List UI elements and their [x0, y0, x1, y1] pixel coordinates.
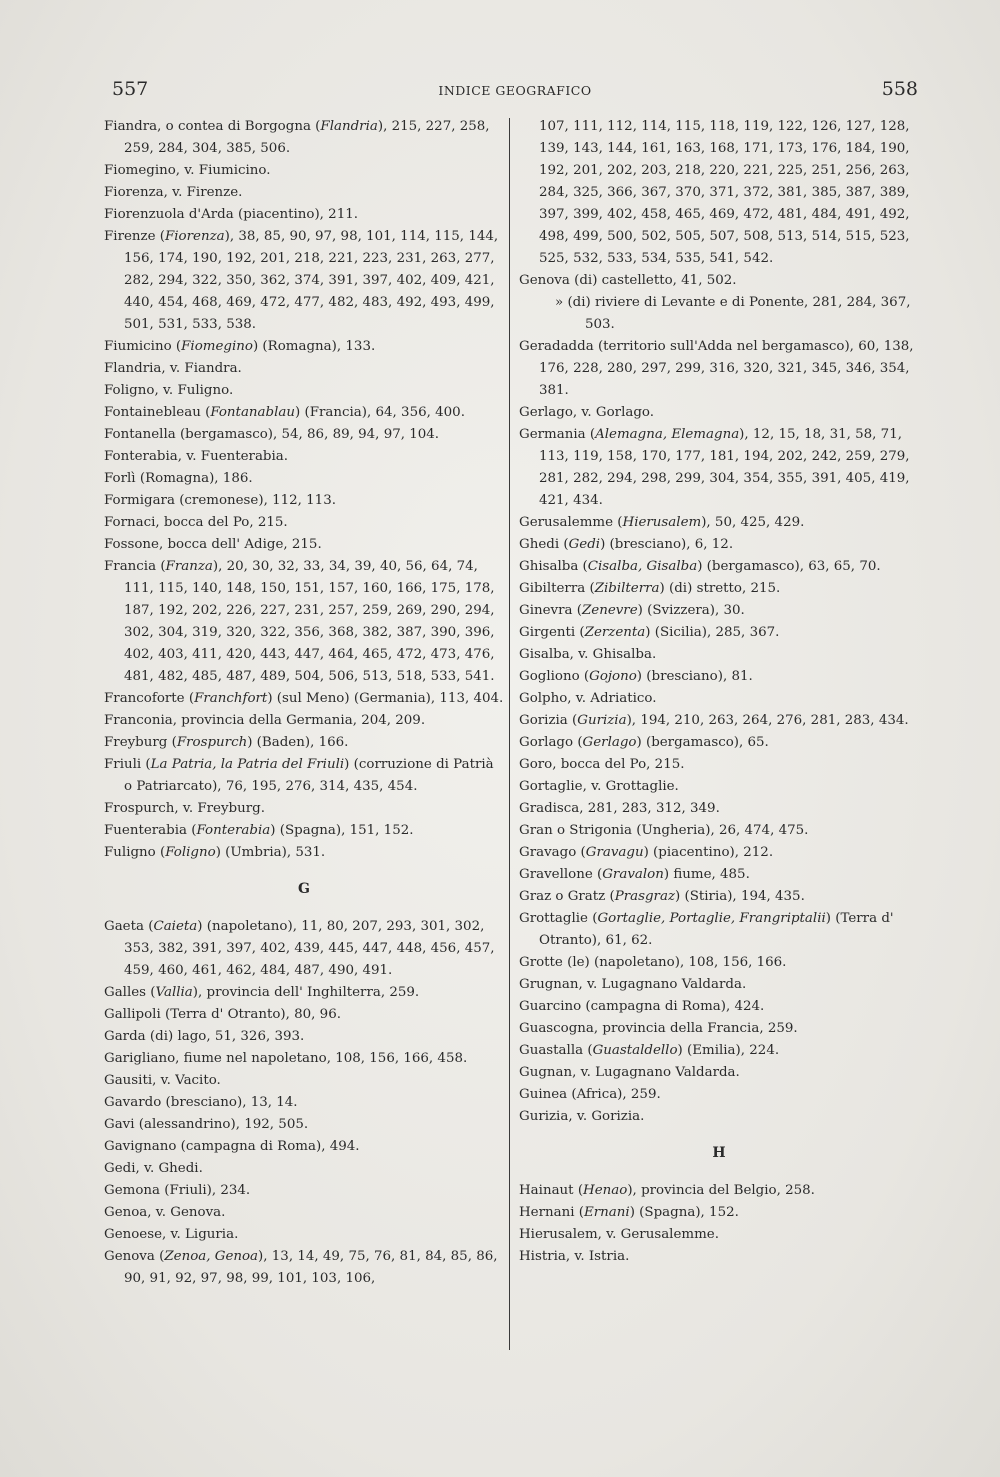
index-entry — [519, 842, 919, 864]
entry-references: ) (bergamasco), 63, 65, 70. — [697, 559, 881, 574]
index-entry — [519, 820, 919, 842]
entry-variant-name: Gedi — [568, 537, 601, 552]
index-entry — [104, 424, 504, 446]
entry-variant-name: Cisalba, Gisalba — [587, 559, 698, 574]
entry-references: ) (napoletano), 11, 80, 207, 293, 301, 302, 353, 382, 391, 397, 402, 439, 445, 447, 448, 456, 457, 459, 460, 461, 462, 484, 487, 490, 491. — [124, 919, 495, 978]
entry-variant-name: Alemagna, Elemagna — [595, 427, 740, 442]
entry-text: Garda (di) lago, 51, 326, 393. — [104, 1029, 305, 1044]
index-entry — [104, 380, 504, 402]
index-entry — [104, 116, 504, 160]
entry-variant-name: Zerzenta — [584, 625, 646, 640]
index-entry — [104, 336, 504, 358]
entry-references: ) (Romagna), 133. — [252, 339, 376, 354]
entry-text: Golpho, v. Adriatico. — [519, 691, 657, 706]
index-entry — [104, 1026, 504, 1048]
entry-text: Fiorenzuola d'Arda (piacentino), 211. — [104, 207, 358, 222]
index-entry — [104, 732, 504, 754]
entry-references: ) (Terra d' Otranto), 61, 62. — [539, 911, 894, 948]
index-entry — [519, 1084, 919, 1106]
entry-references: ) (di) stretto, 215. — [659, 581, 781, 596]
entry-references: ) (piacentino), 212. — [643, 845, 774, 860]
index-entry — [519, 1106, 919, 1128]
entry-text: Ghedi ( — [519, 537, 569, 552]
entry-references: ), provincia dell' Inghilterra, 259. — [192, 985, 420, 1000]
index-entry — [104, 688, 504, 710]
index-entry — [519, 952, 919, 974]
entry-text: Guastalla ( — [519, 1043, 593, 1058]
entry-text: Gorizia ( — [519, 713, 578, 728]
entry-variant-name: Zibilterra — [594, 581, 660, 596]
index-entry — [519, 1062, 919, 1084]
entry-variant-name: Fontanablau — [210, 405, 295, 420]
entry-text: Fossone, bocca dell' Adige, 215. — [104, 537, 322, 552]
index-entry — [519, 710, 919, 732]
entry-references: ), 13, 14, 49, 75, 76, 81, 84, 85, 86, 90, 91, 92, 97, 98, 99, 101, 103, 106, — [124, 1249, 498, 1286]
entry-text: Gerlago, v. Gorlago. — [519, 405, 655, 420]
entry-text: Gavi (alessandrino), 192, 505. — [104, 1117, 309, 1132]
page-number-left: 557 — [112, 78, 149, 100]
index-entry — [104, 754, 504, 798]
index-entry — [104, 226, 504, 336]
index-entry — [519, 270, 919, 292]
entry-text: Friuli ( — [104, 757, 151, 772]
index-entry — [519, 974, 919, 996]
entry-variant-name: La Patria, la Patria del Friuli — [150, 757, 345, 772]
entry-text: » (di) riviere di Levante e di Ponente, 281, 284, 367, 503. — [555, 295, 911, 332]
entry-text: Hierusalem, v. Gerusalemme. — [519, 1227, 719, 1242]
index-entry — [104, 1114, 504, 1136]
page-number-right: 558 — [881, 78, 918, 100]
entry-text: Fuenterabia ( — [104, 823, 197, 838]
index-entry — [104, 1158, 504, 1180]
entry-text: Francoforte ( — [104, 691, 195, 706]
index-entry — [104, 490, 504, 512]
index-entry — [104, 468, 504, 490]
entry-text: Fuligno ( — [104, 845, 166, 860]
left-entries-g — [104, 916, 504, 1290]
index-entry — [104, 1180, 504, 1202]
right-entries — [519, 116, 919, 1128]
index-entry — [519, 556, 919, 578]
entry-variant-name: Zenoa, Genoa — [164, 1249, 259, 1264]
index-entry — [104, 1202, 504, 1224]
entry-text: Gibilterra ( — [519, 581, 595, 596]
index-entry — [104, 1048, 504, 1070]
entry-references: ) (Svizzera), 30. — [637, 603, 745, 618]
entry-references: ), 194, 210, 263, 264, 276, 281, 283, 434. — [626, 713, 909, 728]
index-entry — [519, 1018, 919, 1040]
entry-text: Gisalba, v. Ghisalba. — [519, 647, 657, 662]
entry-text: Gaeta ( — [104, 919, 154, 934]
index-entry — [104, 160, 504, 182]
entry-text: Fontainebleau ( — [104, 405, 211, 420]
entry-text: Grotte (le) (napoletano), 108, 156, 166. — [519, 955, 787, 970]
left-entries — [104, 116, 504, 864]
column-divider — [509, 118, 510, 1350]
entry-text: Guarcino (campagna di Roma), 424. — [519, 999, 765, 1014]
entry-text: Freyburg ( — [104, 735, 177, 750]
entry-text: Flandria, v. Fiandra. — [104, 361, 242, 376]
index-entry — [519, 908, 919, 952]
entry-variant-name: Zenevre — [581, 603, 638, 618]
entry-variant-name: Franchfort — [194, 691, 268, 706]
index-entry — [519, 424, 919, 512]
index-entry — [104, 1136, 504, 1158]
index-entry — [104, 512, 504, 534]
index-entry — [104, 820, 504, 842]
entry-references: ), 215, 227, 258, 259, 284, 304, 385, 506. — [124, 119, 490, 156]
index-entry — [519, 996, 919, 1018]
entry-text: Ginevra ( — [519, 603, 582, 618]
entry-variant-name: Prasgraz — [614, 889, 675, 904]
index-entry — [104, 1070, 504, 1092]
index-entry — [519, 292, 919, 336]
entry-text: Guascogna, provincia della Francia, 259. — [519, 1021, 798, 1036]
entry-references: ), 38, 85, 90, 97, 98, 101, 114, 115, 144, 156, 174, 190, 192, 201, 218, 221, 223, 231, 263, 277, 282, 294, 322, 350, 362, 374, 391, 397, 402, 409, 421, 440, 454, 468, 469, 472, 477, 482, 483, 492, 493, 499, 501, 531, 533, 538. — [124, 229, 499, 332]
index-entry — [104, 402, 504, 424]
entry-text: Genoese, v. Liguria. — [104, 1227, 239, 1242]
index-entry — [104, 556, 504, 688]
index-entry — [104, 1004, 504, 1026]
index-entry — [519, 1202, 919, 1224]
index-entry — [519, 336, 919, 402]
index-entry — [519, 1040, 919, 1062]
index-entry — [519, 1180, 919, 1202]
entry-text: Grugnan, v. Lugagnano Valdarda. — [519, 977, 747, 992]
entry-text: Galles ( — [104, 985, 156, 1000]
entry-variant-name: Ernani — [584, 1205, 630, 1220]
entry-text: Guinea (Africa), 259. — [519, 1087, 661, 1102]
index-entry — [104, 1092, 504, 1114]
entry-text: Foligno, v. Fuligno. — [104, 383, 234, 398]
section-letter-g: G — [298, 881, 310, 897]
index-entry — [104, 446, 504, 468]
entry-variant-name: Gerlago — [582, 735, 637, 750]
entry-text: Ghisalba ( — [519, 559, 588, 574]
entry-variant-name: Fiorenza — [164, 229, 225, 244]
entry-text: 107, 111, 112, 114, 115, 118, 119, 122, 126, 127, 128, 139, 143, 144, 161, 163, 168, 171, 173, 176, 184, 190, 192, 201, 202, 203, 218, 220, 221, 225, 251, 256, 263, 284, 325, 366, 367, 370, 371, 372, 381, 385, 387, 389, 397, 399, 402, 458, 465, 469, 472, 481, 484, 491, 492, 498, 499, 500, 502, 505, 507, 508, 513, 514, 515, 523, 525, 532, 533, 534, 535, 541, 542. — [539, 119, 910, 266]
entry-text: Forlì (Romagna), 186. — [104, 471, 253, 486]
entry-text: Franconia, provincia della Germania, 204, 209. — [104, 713, 426, 728]
entry-variant-name: Guastaldello — [592, 1043, 678, 1058]
entry-text: Genova (di) castelletto, 41, 502. — [519, 273, 737, 288]
entry-references: ) (bergamasco), 65. — [636, 735, 769, 750]
right-entries-h — [519, 1180, 919, 1268]
entry-text: Fiandra, o contea di Borgogna ( — [104, 119, 321, 134]
entry-references: ) (Spagna), 151, 152. — [270, 823, 414, 838]
entry-variant-name: Gortaglie, Portaglie, Frangriptalii — [597, 911, 826, 926]
entry-text: Gurizia, v. Gorizia. — [519, 1109, 645, 1124]
entry-references: ) (Stiria), 194, 435. — [675, 889, 805, 904]
index-entry — [519, 534, 919, 556]
entry-text: Gemona (Friuli), 234. — [104, 1183, 251, 1198]
index-entry — [104, 1224, 504, 1246]
entry-variant-name: Franza — [165, 559, 213, 574]
entry-references: ) (bresciano), 81. — [636, 669, 753, 684]
right-column — [519, 116, 919, 1268]
index-entry — [104, 710, 504, 732]
entry-references: ), 50, 425, 429. — [701, 515, 805, 530]
entry-text: Fiumicino ( — [104, 339, 182, 354]
entry-text: Hernani ( — [519, 1205, 584, 1220]
index-entry — [104, 1246, 504, 1290]
entry-variant-name: Flandria — [320, 119, 378, 134]
index-entry — [519, 622, 919, 644]
index-entry — [519, 512, 919, 534]
index-entry — [519, 402, 919, 424]
entry-text: Fiomegino, v. Fiumicino. — [104, 163, 271, 178]
entry-text: Gogliono ( — [519, 669, 590, 684]
entry-variant-name: Hierusalem — [622, 515, 702, 530]
entry-variant-name: Frospurch — [176, 735, 248, 750]
entry-text: Gavardo (bresciano), 13, 14. — [104, 1095, 298, 1110]
entry-text: Firenze ( — [104, 229, 165, 244]
index-entry — [104, 358, 504, 380]
index-entry — [519, 754, 919, 776]
entry-text: Garigliano, fiume nel napoletano, 108, 156, 166, 458. — [104, 1051, 468, 1066]
entry-references: ) fiume, 485. — [663, 867, 750, 882]
entry-references: ), 12, 15, 18, 31, 58, 71, 113, 119, 158, 170, 177, 181, 194, 202, 242, 259, 279, 281, 282, 294, 298, 299, 304, 354, 355, 391, 405, 419, 421, 434. — [539, 427, 910, 508]
entry-text: Gravellone ( — [519, 867, 603, 882]
index-entry — [104, 982, 504, 1004]
entry-text: Grottaglie ( — [519, 911, 598, 926]
index-entry — [519, 644, 919, 666]
running-title: INDICE GEOGRAFICO — [438, 83, 592, 98]
entry-text: Francia ( — [104, 559, 166, 574]
entry-variant-name: Foligno — [165, 845, 216, 860]
index-entry — [104, 204, 504, 226]
entry-variant-name: Caieta — [153, 919, 198, 934]
entry-text: Histria, v. Istria. — [519, 1249, 630, 1264]
index-entry — [519, 578, 919, 600]
entry-variant-name: Fiomegino — [181, 339, 253, 354]
entry-references: ) (Baden), 166. — [247, 735, 349, 750]
entry-references: ) (Emilia), 224. — [677, 1043, 780, 1058]
index-entry — [519, 732, 919, 754]
index-entry — [519, 864, 919, 886]
index-entry — [104, 798, 504, 820]
entry-text: Gugnan, v. Lugagnano Valdarda. — [519, 1065, 740, 1080]
entry-references: ), 20, 30, 32, 33, 34, 39, 40, 56, 64, 74, 111, 115, 140, 148, 150, 151, 157, 160, 166, 175, 178, 187, 192, 202, 226, 227, 231, 257, 259, 269, 290, 294, 302, 304, 319, 320, 322, 356, 368, 382, 387, 390, 396, 402, 403, 411, 420, 443, 447, 464, 465, 472, 473, 476, 481, 482, 485, 487, 489, 504, 506, 513, 518, 533, 541. — [124, 559, 495, 684]
section-letter-h: H — [712, 1145, 726, 1161]
index-entry — [519, 886, 919, 908]
entry-references: ) (bresciano), 6, 12. — [600, 537, 734, 552]
entry-text: Gortaglie, v. Grottaglie. — [519, 779, 679, 794]
index-entry — [519, 666, 919, 688]
entry-text: Frospurch, v. Freyburg. — [104, 801, 265, 816]
index-entry — [519, 600, 919, 622]
entry-text: Gradisca, 281, 283, 312, 349. — [519, 801, 720, 816]
entry-text: Germania ( — [519, 427, 596, 442]
entry-variant-name: Henao — [583, 1183, 628, 1198]
entry-text: Girgenti ( — [519, 625, 585, 640]
entry-text: Gerusalemme ( — [519, 515, 623, 530]
entry-text: Fontanella (bergamasco), 54, 86, 89, 94, 97, 104. — [104, 427, 440, 442]
left-column — [104, 116, 504, 1290]
index-entry — [519, 116, 919, 270]
entry-references: ) (Francia), 64, 356, 400. — [295, 405, 465, 420]
index-entry — [519, 798, 919, 820]
entry-variant-name: Gravalon — [602, 867, 664, 882]
entry-text: Gavignano (campagna di Roma), 494. — [104, 1139, 360, 1154]
entry-variant-name: Vallia — [155, 985, 193, 1000]
entry-references: ) (Umbria), 531. — [215, 845, 326, 860]
index-entry — [104, 534, 504, 556]
entry-references: ) (corruzione di Patrià o Patriarcato), 76, 195, 276, 314, 435, 454. — [124, 757, 494, 794]
index-entry — [104, 916, 504, 982]
entry-text: Gallipoli (Terra d' Otranto), 80, 96. — [104, 1007, 341, 1022]
entry-variant-name: Fonterabia — [196, 823, 271, 838]
entry-text: Gorlago ( — [519, 735, 583, 750]
entry-references: ) (Sicilia), 285, 367. — [645, 625, 780, 640]
entry-text: Fiorenza, v. Firenze. — [104, 185, 243, 200]
entry-text: Goro, bocca del Po, 215. — [519, 757, 685, 772]
entry-variant-name: Gojono — [589, 669, 637, 684]
index-entry — [519, 1246, 919, 1268]
entry-variant-name: Gravagu — [585, 845, 644, 860]
entry-text: Formigara (cremonese), 112, 113. — [104, 493, 336, 508]
entry-text: Gedi, v. Ghedi. — [104, 1161, 203, 1176]
index-entry — [519, 776, 919, 798]
entry-text: Fonterabia, v. Fuenterabia. — [104, 449, 289, 464]
entry-references: ) (sul Meno) (Germania), 113, 404. — [267, 691, 504, 706]
index-entry — [104, 842, 504, 864]
entry-text: Gravago ( — [519, 845, 586, 860]
entry-text: Genoa, v. Genova. — [104, 1205, 226, 1220]
index-entry — [104, 182, 504, 204]
entry-text: Graz o Gratz ( — [519, 889, 615, 904]
index-entry — [519, 688, 919, 710]
entry-text: Geradadda (territorio sull'Adda nel bergamasco), 60, 138, 176, 228, 280, 297, 299, 316, 320, 321, 345, 346, 354, 381. — [519, 339, 914, 398]
entry-text: Genova ( — [104, 1249, 165, 1264]
index-entry — [519, 1224, 919, 1246]
entry-references: ) (Spagna), 152. — [629, 1205, 739, 1220]
entry-references: ), provincia del Belgio, 258. — [627, 1183, 815, 1198]
entry-text: Gausiti, v. Vacito. — [104, 1073, 221, 1088]
entry-variant-name: Gurizia — [577, 713, 627, 728]
entry-text: Gran o Strigonia (Ungheria), 26, 474, 475. — [519, 823, 809, 838]
entry-text: Fornaci, bocca del Po, 215. — [104, 515, 288, 530]
entry-text: Hainaut ( — [519, 1183, 584, 1198]
page-header — [112, 78, 918, 108]
